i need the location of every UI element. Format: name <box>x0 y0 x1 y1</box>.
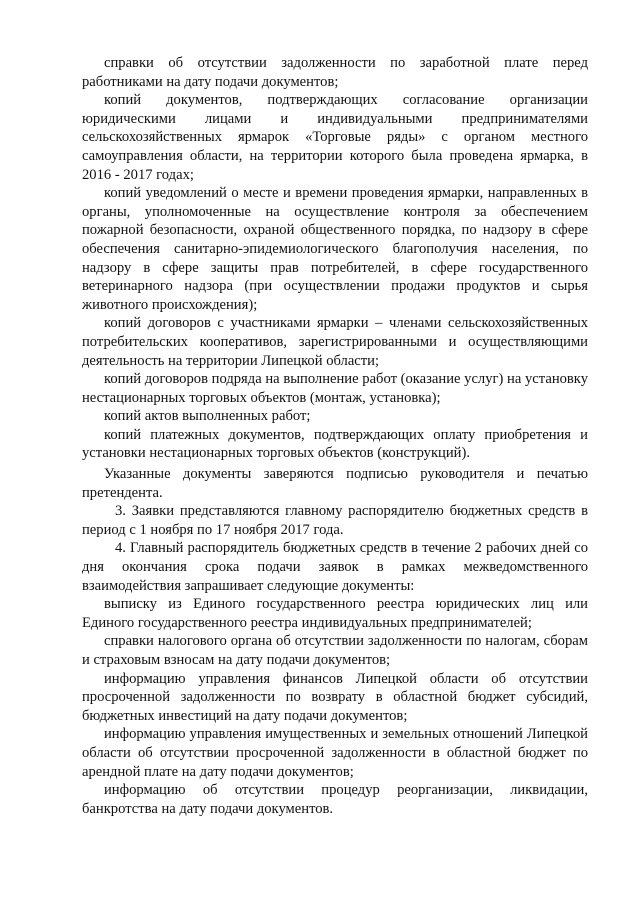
paragraph-participant-contracts: копий договоров с участниками ярмарки – членами сельскохозяйственных потребительских кооперативов, зарегистрированными и осуществляющими деятельность на территории Липецкой области; <box>82 315 588 369</box>
paragraph-registry-extract: выписку из Единого государственного реестра юридических лиц или Единого государственного реестра индивидуальных предпринимателей; <box>82 596 588 631</box>
paragraph-fair-approval-copies: копий документов, подтверждающих согласование организации юридическими лицами и индивидуальными предпринимателями сельскохозяйственных ярмарок «Торговые ряды» с органом местного самоуправления области, на территории которого была проведена ярмарка, в 2016 - 2017 годах; <box>82 92 588 183</box>
paragraph-fair-notification-copies: копий уведомлений о месте и времени проведения ярмарки, направленных в органы, уполномоченные на осуществление контроля за обеспечением пожарной безопасности, охраной общественного порядка, по надзору в сфере обеспечения санитарно-эпидемиологического благополучия населения, по надзору в сфере защиты прав потребителей, в сфере государственного ветеринарного надзора (при осуществлении продажи продуктов и сырья животного происхождения); <box>82 185 588 313</box>
paragraph-item-4: 4. Главный распорядитель бюджетных средств в течение 2 рабочих дней со дня окончания срока подачи заявок в рамках межведомственного взаимодействия запрашивает следующие документы: <box>82 540 588 594</box>
paragraph-finance-info: информацию управления финансов Липецкой области об отсутствии просроченной задолженности по возврату в областной бюджет субсидий, бюджетных инвестиций на дату подачи документов; <box>82 670 588 724</box>
paragraph-bankruptcy-info: информацию об отсутствии процедур реорганизации, ликвидации, банкротства на дату подачи документов. <box>82 782 588 817</box>
paragraph-item-3: 3. Заявки представляются главному распорядителю бюджетных средств в период с 1 ноября по 17 ноября 2017 года. <box>82 503 588 538</box>
paragraph-property-info: информацию управления имущественных и земельных отношений Липецкой области об отсутствии просроченной задолженности в областной бюджет по арендной плате на дату подачи документов; <box>82 726 588 780</box>
paragraph-work-acts: копий актов выполненных работ; <box>104 408 311 425</box>
paragraph-salary-debt-certificate: справки об отсутствии задолженности по заработной плате перед работниками на дату подачи документов; <box>82 55 588 90</box>
paragraph-tax-certificate: справки налогового органа об отсутствии задолженности по налогам, сборам и страховым взносам на дату подачи документов; <box>82 633 588 668</box>
document-body <box>82 54 588 818</box>
paragraph-work-contracts: копий договоров подряда на выполнение работ (оказание услуг) на установку нестационарных торговых объектов (монтаж, установка); <box>82 371 588 406</box>
paragraph-certification-note: Указанные документы заверяются подписью руководителя и печатью претендента. <box>82 466 588 501</box>
paragraph-payment-documents: копий платежных документов, подтверждающих оплату приобретения и установки нестационарных торговых объектов (конструкций). <box>82 426 588 462</box>
